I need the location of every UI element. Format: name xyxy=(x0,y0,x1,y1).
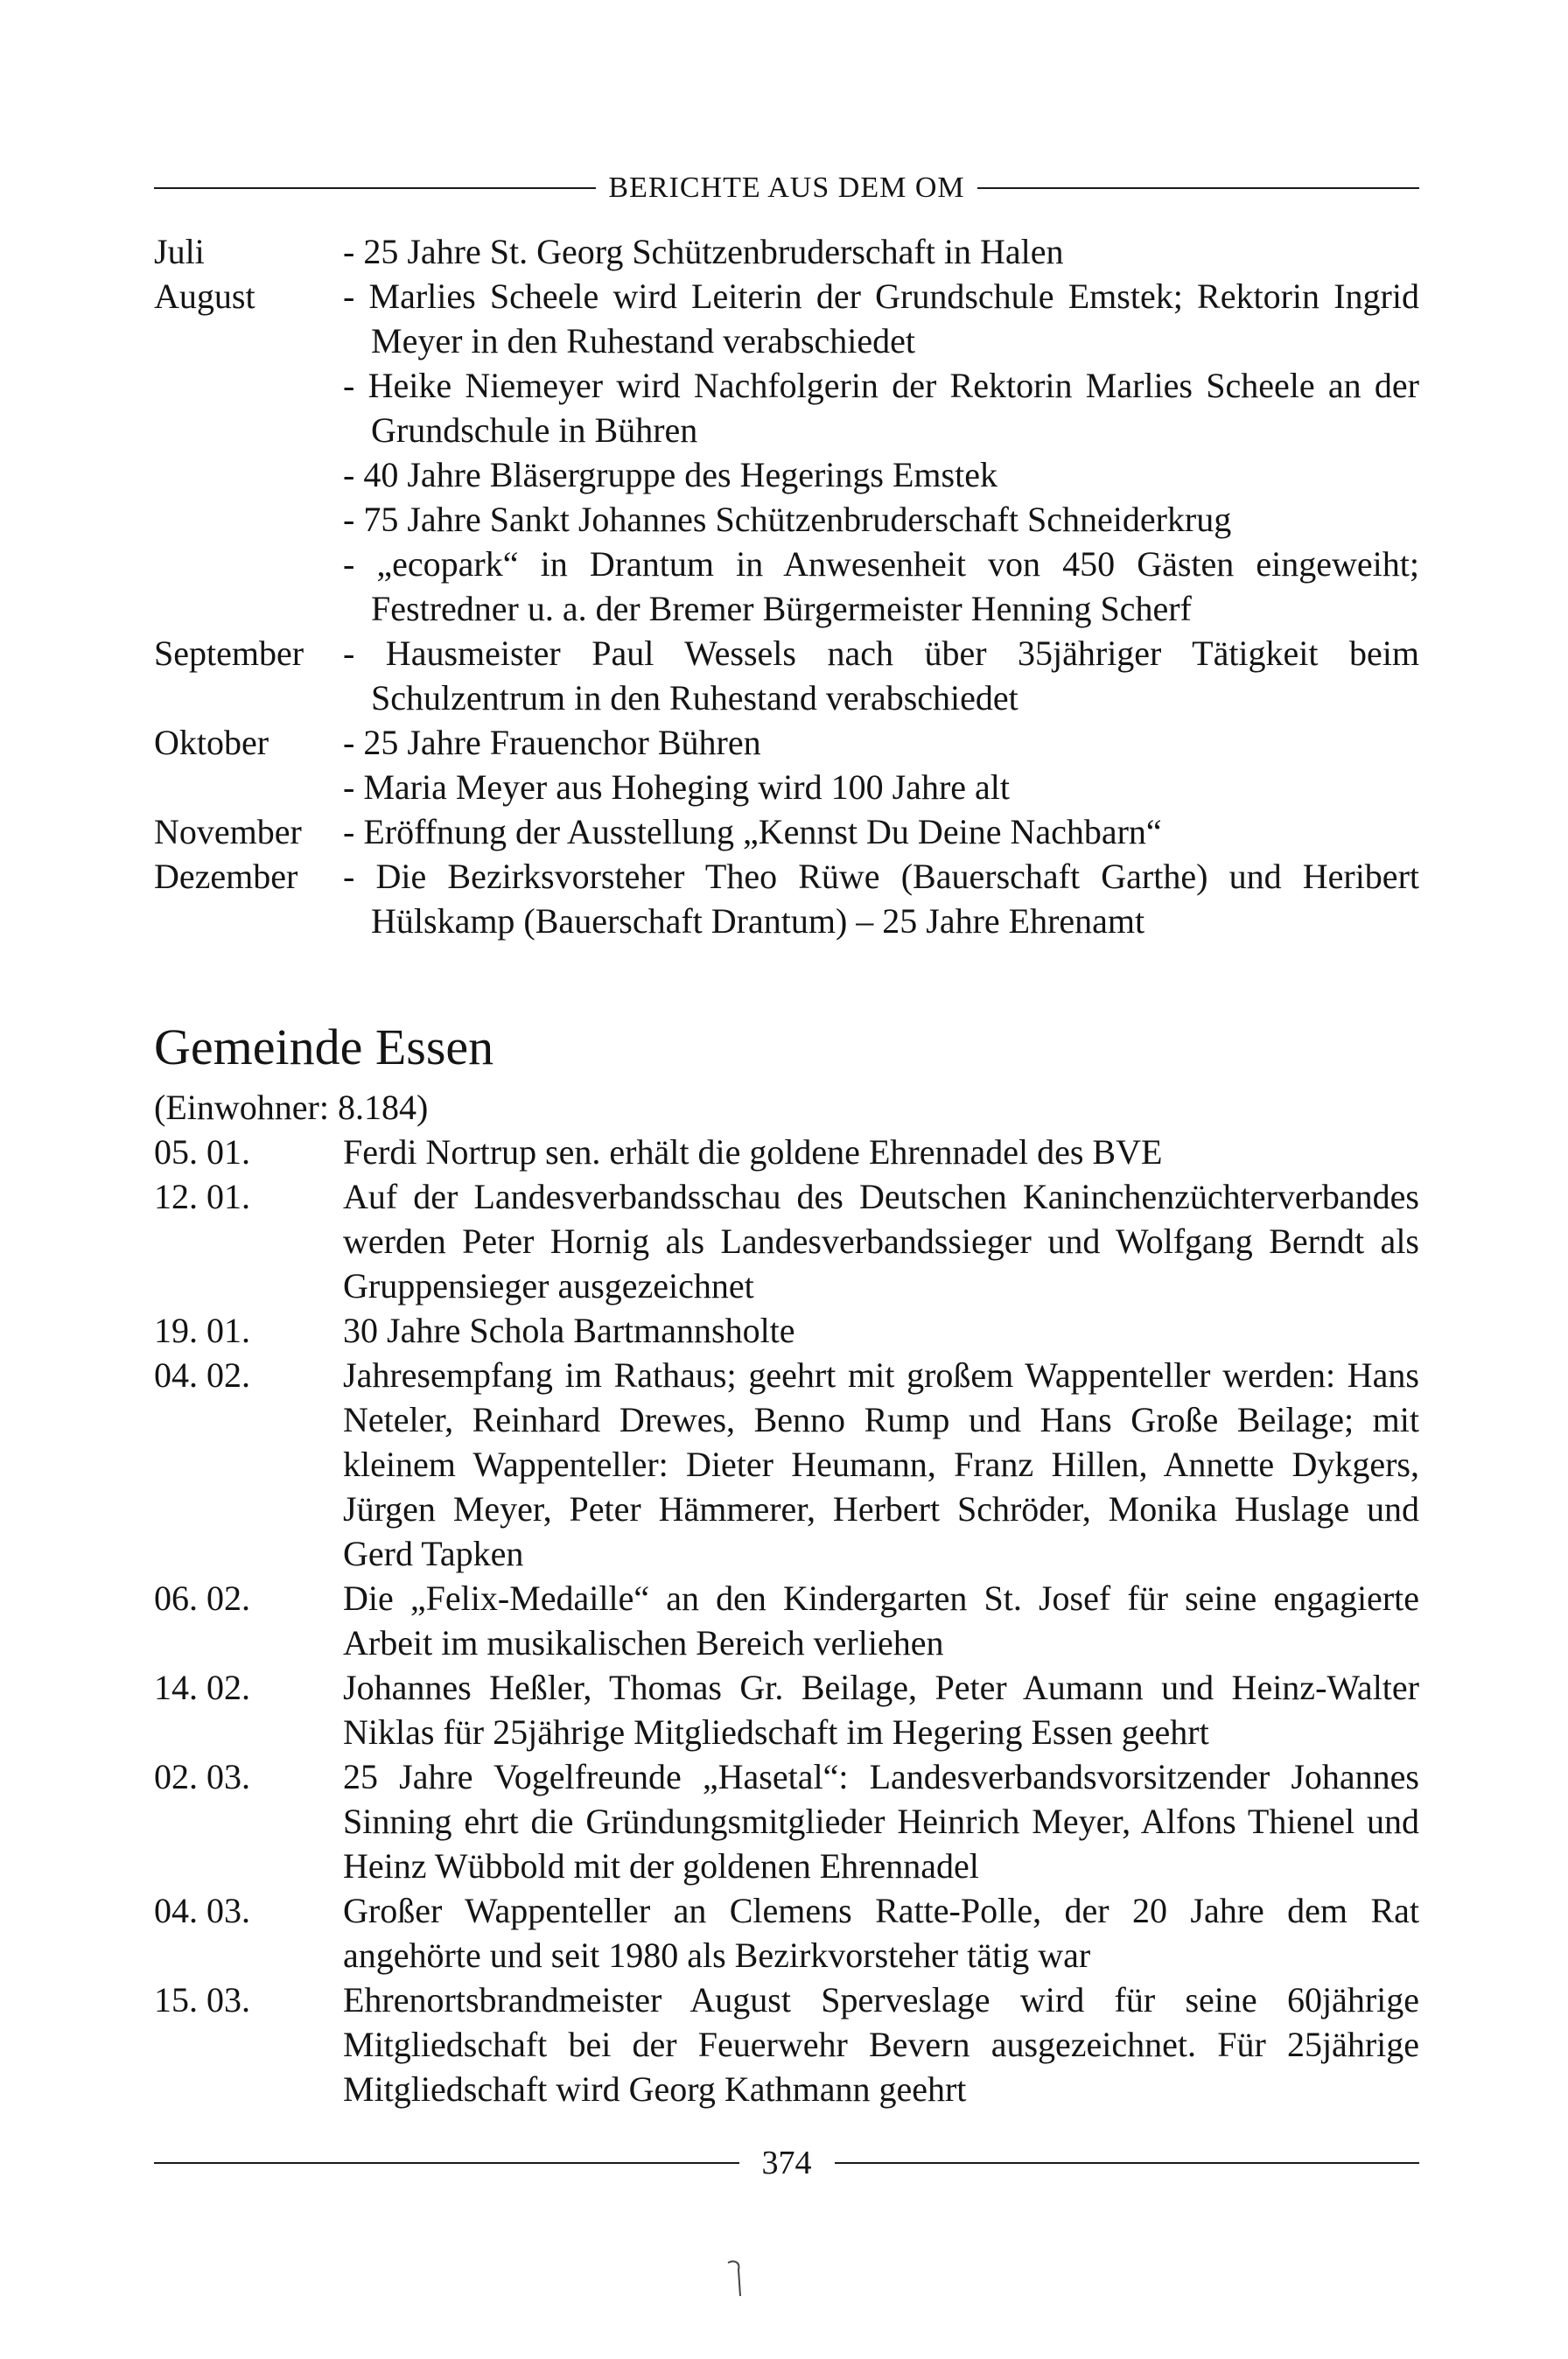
dated-entry-row xyxy=(154,1308,1419,1353)
page-number: 374 xyxy=(761,2145,812,2181)
event-entry: - 75 Jahre Sankt Johannes Schützenbruderschaft Schneiderkrug xyxy=(343,500,1232,539)
emstek-chronicle xyxy=(154,229,1419,943)
month-entries xyxy=(343,631,1419,720)
entry-text: Die „Felix-Medaille“ an den Kindergarten St. Josef für seine engagierte Arbeit im musikalischen Bereich verliehen xyxy=(343,1578,1419,1662)
entry-text: Ehrenortsbrandmeister August Sperveslage wird für seine 60jährige Mitgliedschaft bei der Feuerwehr Bevern ausgezeichnet. Für 25jährige Mitgliedschaft wird Georg Kathmann geehrt xyxy=(343,1980,1419,2109)
entry-text: 30 Jahre Schola Bartmannsholte xyxy=(343,1311,795,1350)
month-entries xyxy=(343,809,1419,854)
event-entry: - „ecopark“ in Drantum in Anwesenheit von 450 Gästen eingeweiht; Festredner u. a. der Bremer Bürgermeister Henning Scherf xyxy=(343,544,1419,628)
footer-rule-right xyxy=(835,2162,1420,2164)
event-entry: - 40 Jahre Bläsergruppe des Hegerings Emstek xyxy=(343,455,998,494)
dated-entry-row xyxy=(154,1174,1419,1308)
header-rule-left xyxy=(154,187,596,189)
dated-entry-row xyxy=(154,1665,1419,1754)
dated-entry-row xyxy=(154,1130,1419,1174)
entry-text: Ferdi Nortrup sen. erhält die goldene Ehrennadel des BVE xyxy=(343,1132,1163,1172)
event-entry: - Hausmeister Paul Wessels nach über 35jähriger Tätigkeit beim Schulzentrum in den Ruhestand verabschiedet xyxy=(343,634,1419,718)
event-entry: - Marlies Scheele wird Leiterin der Grundschule Emstek; Rektorin Ingrid Meyer in den Ruhestand verabschiedet xyxy=(343,276,1419,360)
entry-date: 04. 03. xyxy=(154,1891,250,1930)
entry-text: Großer Wappenteller an Clemens Ratte-Polle, der 20 Jahre dem Rat angehörte und seit 1980 als Bezirkvorsteher tätig war xyxy=(343,1891,1419,1975)
entry-date: 02. 03. xyxy=(154,1757,250,1796)
event-entry: - Heike Niemeyer wird Nachfolgerin der Rektorin Marlies Scheele an der Grundschule in Bühren xyxy=(343,366,1419,450)
entry-date: 12. 01. xyxy=(154,1177,250,1216)
section-title: Gemeinde Essen xyxy=(154,1018,494,1075)
event-entry: - Maria Meyer aus Hoheging wird 100 Jahre alt xyxy=(343,767,1010,807)
event-entry: - Die Bezirksvorsteher Theo Rüwe (Bauerschaft Garthe) und Heribert Hülskamp (Bauerschaft Drantum) – 25 Jahre Ehrenamt xyxy=(343,857,1419,941)
month-label: Oktober xyxy=(154,723,270,762)
entry-date: 06. 02. xyxy=(154,1578,250,1618)
entry-text: Jahresempfang im Rathaus; geehrt mit großem Wappenteller werden: Hans Neteler, Reinhard Drewes, Benno Rump und Hans Große Beilage; mit kleinem Wappenteller: Dieter Heumann, Franz Hillen, Annette Dykgers, Jürgen Meyer, Peter Hämmerer, Herbert Schröder, Monika Huslage und Gerd Tapken xyxy=(343,1355,1419,1573)
entry-date: 19. 01. xyxy=(154,1311,250,1350)
month-row xyxy=(154,274,1419,631)
dated-entry-row xyxy=(154,1888,1419,1978)
event-entry: - 25 Jahre Frauenchor Bühren xyxy=(343,723,761,762)
dated-entry-row xyxy=(154,1576,1419,1665)
month-label: September xyxy=(154,634,304,673)
month-entries xyxy=(343,854,1419,943)
entry-date: 04. 02. xyxy=(154,1355,250,1395)
entry-date: 05. 01. xyxy=(154,1132,250,1172)
event-entry: - 25 Jahre St. Georg Schützenbruderschaft in Halen xyxy=(343,232,1064,271)
entry-date: 14. 02. xyxy=(154,1668,250,1707)
month-label: Dezember xyxy=(154,857,298,896)
page-footer xyxy=(154,2138,1419,2188)
dated-entry-row xyxy=(154,1754,1419,1888)
population-note: (Einwohner: 8.184) xyxy=(154,1088,429,1127)
month-row xyxy=(154,720,1419,809)
essen-chronicle xyxy=(154,1130,1419,2111)
entry-text: Auf der Landesverbandsschau des Deutschen Kaninchenzüchterverbandes werden Peter Hornig als Landesverbandssieger und Wolfgang Berndt als Gruppensieger ausgezeichnet xyxy=(343,1177,1419,1306)
event-entry: - Eröffnung der Ausstellung „Kennst Du Deine Nachbarn“ xyxy=(343,812,1162,851)
month-entries xyxy=(343,274,1419,631)
footer-rule-left xyxy=(154,2162,739,2164)
running-header-title: BERICHTE AUS DEM OM xyxy=(608,172,965,204)
month-label: November xyxy=(154,812,302,851)
month-entries xyxy=(343,720,1419,809)
scan-mark xyxy=(726,2258,747,2300)
dated-entry-row xyxy=(154,1978,1419,2111)
month-label: Juli xyxy=(154,232,205,271)
month-row xyxy=(154,631,1419,720)
entry-date: 15. 03. xyxy=(154,1980,250,2020)
entry-text: Johannes Heßler, Thomas Gr. Beilage, Peter Aumann und Heinz-Walter Niklas für 25jährige Mitgliedschaft im Hegering Essen geehrt xyxy=(343,1668,1419,1752)
month-label: August xyxy=(154,276,256,316)
running-header xyxy=(154,166,1419,210)
month-entries xyxy=(343,229,1419,274)
dated-entry-row xyxy=(154,1353,1419,1576)
month-row xyxy=(154,809,1419,854)
entry-text: 25 Jahre Vogelfreunde „Hasetal“: Landesverbandsvorsitzender Johannes Sinning ehrt die Gründungsmitglieder Heinrich Meyer, Alfons Thienel und Heinz Wübbold mit der goldenen Ehrennadel xyxy=(343,1757,1419,1886)
month-row xyxy=(154,229,1419,274)
month-row xyxy=(154,854,1419,943)
header-rule-right xyxy=(977,187,1419,189)
